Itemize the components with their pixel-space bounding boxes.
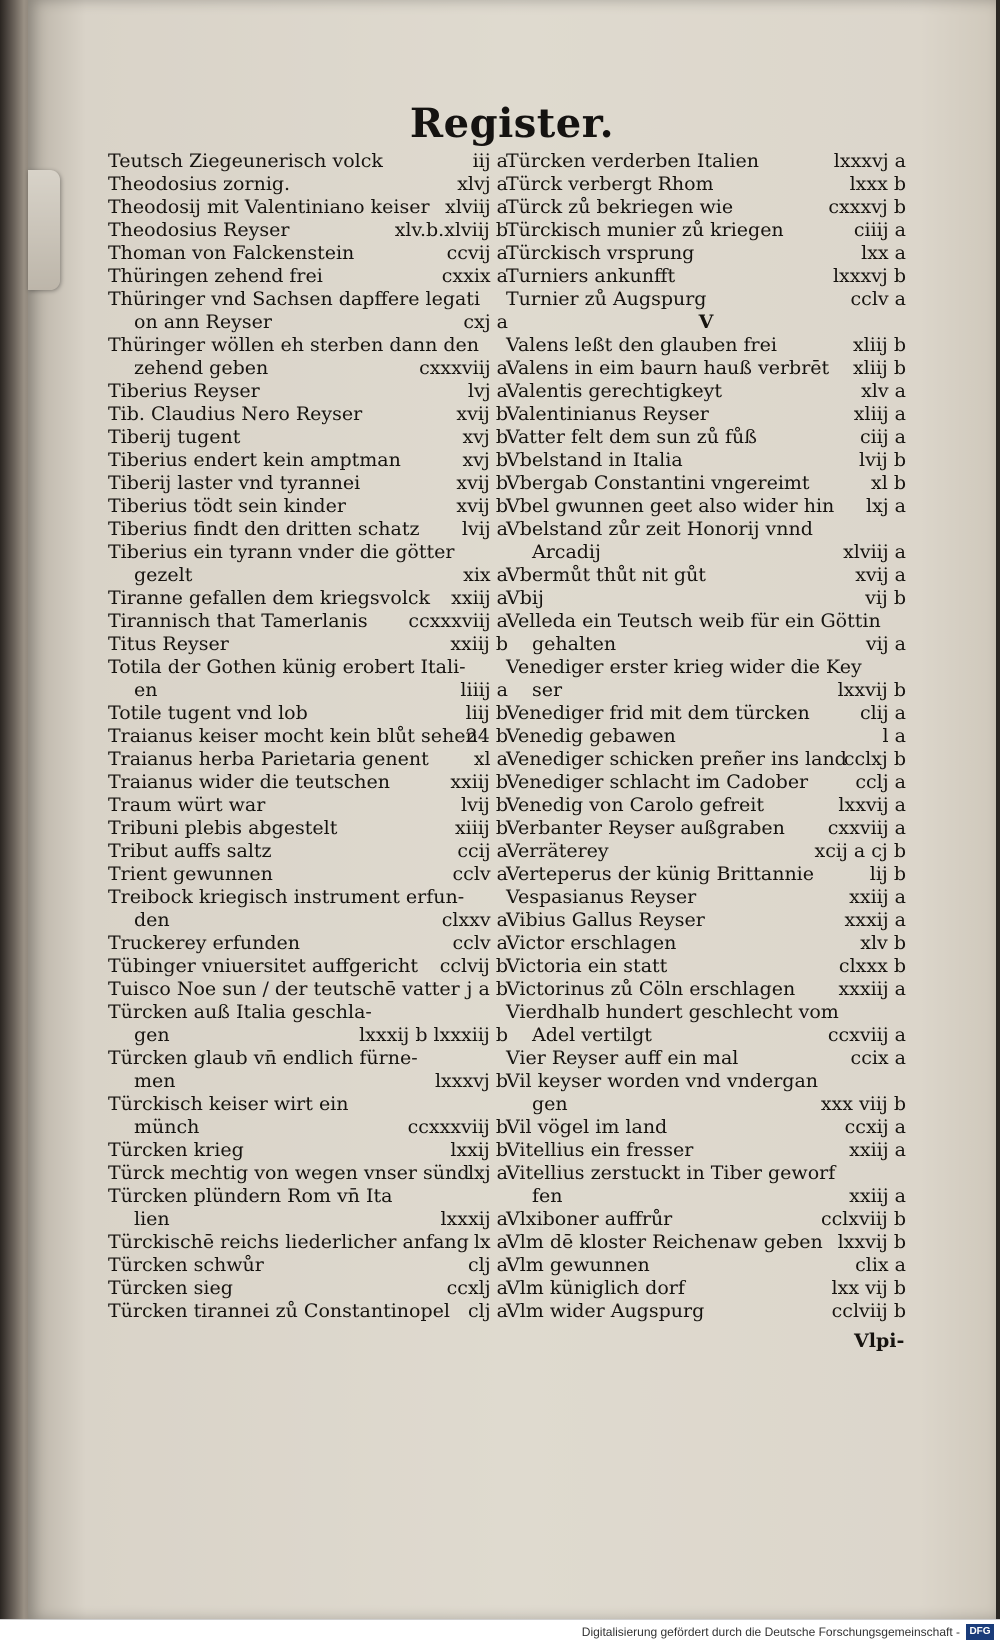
index-entry: [108, 1139, 508, 1162]
entry-folio-ref: cxxix a: [441, 265, 508, 287]
index-entry: [108, 932, 508, 955]
entry-text: Thüringer wöllen eh sterben dann den: [108, 334, 480, 356]
index-entry: [506, 472, 906, 495]
entry-folio-ref: xxiij a: [451, 587, 508, 609]
entry-text: Türckisch munier zů kriegen: [506, 219, 784, 241]
entry-text: Trient gewunnen: [108, 863, 273, 885]
index-entry: [506, 265, 906, 288]
entry-folio-ref: lxxxvj b: [434, 1070, 508, 1092]
entry-text: Vil vögel im land: [506, 1116, 668, 1138]
index-entry: [506, 541, 906, 564]
entry-text: Venedig gebawen: [506, 725, 676, 747]
index-entry: [506, 978, 906, 1001]
index-entry: [506, 610, 906, 633]
entry-folio-ref: vij b: [865, 587, 906, 609]
index-entry: [108, 610, 508, 633]
entry-text: Tribuni plebis abgestelt: [108, 817, 338, 839]
index-entry: [108, 909, 508, 932]
index-entry: [506, 1300, 906, 1323]
entry-folio-ref: xvj b: [462, 449, 508, 471]
entry-text: Victoria ein statt: [506, 955, 668, 977]
index-entry: [506, 1070, 906, 1093]
scanned-page: [28, 0, 996, 1620]
index-entry: [108, 472, 508, 495]
entry-text: Türck verbergt Rhom: [506, 173, 714, 195]
index-entry: [108, 1047, 508, 1070]
entry-text: Vier Reyser auff ein mal: [506, 1047, 739, 1069]
index-entry: [108, 311, 508, 334]
entry-text: Tirannisch that Tamerlanis: [108, 610, 368, 632]
entry-folio-ref: lxxvij b: [837, 679, 906, 701]
entry-text: Tribut auffs saltz: [108, 840, 272, 862]
entry-folio-ref: ciiij a: [853, 219, 906, 241]
entry-folio-ref: j a b: [466, 978, 508, 1000]
entry-folio-ref: lxxxij b lxxxiij b: [359, 1024, 508, 1046]
entry-folio-ref: cclv a: [452, 863, 508, 885]
entry-text: Vbergab Constantini vngereimt: [506, 472, 810, 494]
index-entry: [108, 656, 508, 679]
entry-text: Turniers ankunfft: [506, 265, 676, 287]
entry-folio-ref: ccxlj a: [446, 1277, 508, 1299]
index-entry: [108, 357, 508, 380]
entry-text: Türcken glaub vn̄ endlich fürne-: [108, 1047, 418, 1069]
index-entry: [108, 1001, 508, 1024]
entry-folio-ref: clxxx b: [838, 955, 906, 977]
entry-folio-ref: cclv a: [452, 932, 508, 954]
entry-folio-ref: xlv b: [860, 932, 906, 954]
entry-folio-ref: lvij b: [461, 794, 508, 816]
entry-folio-ref: cxxxviij a: [419, 357, 508, 379]
entry-text: Victorinus zů Cöln erschlagen: [506, 978, 796, 1000]
entry-text: gehalten: [532, 633, 617, 655]
index-entry: [506, 1254, 906, 1277]
entry-text: Tiberij tugent: [108, 426, 241, 448]
entry-text: Venediger erster krieg wider die Key: [506, 656, 862, 678]
index-entry: [108, 518, 508, 541]
entry-text: Vbelstand zůr zeit Honorij vnnd: [506, 518, 813, 540]
entry-text: on ann Reyser: [134, 311, 272, 333]
entry-folio-ref: cclxj b: [843, 748, 906, 770]
index-entry: [506, 357, 906, 380]
entry-folio-ref: xlv a: [861, 380, 906, 402]
index-entry: [506, 587, 906, 610]
index-entry: [506, 863, 906, 886]
entry-text: Valens in eim baurn hauß verbrēt: [506, 357, 830, 379]
entry-folio-ref: lxx a: [861, 242, 906, 264]
index-entry: [108, 1070, 508, 1093]
index-entry: [506, 932, 906, 955]
entry-folio-ref: lij b: [869, 863, 906, 885]
entry-folio-ref: ccix a: [850, 1047, 906, 1069]
entry-folio-ref: xlviij a: [445, 196, 508, 218]
entry-text: Thoman von Falckenstein: [108, 242, 355, 264]
index-entry: [108, 794, 508, 817]
entry-text: Vlxiboner auffrůr: [506, 1208, 673, 1230]
index-entry: [506, 886, 906, 909]
index-entry: [108, 725, 508, 748]
index-entry: [506, 702, 906, 725]
entry-text: Verräterey: [506, 840, 609, 862]
entry-folio-ref: xvij a: [855, 564, 906, 586]
entry-text: Türckisch keiser wirt ein: [108, 1093, 349, 1115]
index-entry: [506, 1162, 906, 1185]
entry-folio-ref: cclvij b: [439, 955, 508, 977]
entry-text: Tuisco Noe sun / der teutschē vatter: [108, 978, 460, 1000]
index-entry: [506, 495, 906, 518]
entry-folio-ref: liij b: [465, 702, 508, 724]
entry-folio-ref: lvj a: [467, 380, 508, 402]
entry-folio-ref: xxx viij b: [820, 1093, 906, 1115]
entry-text: Tiberius tödt sein kinder: [108, 495, 346, 517]
index-entry: [506, 173, 906, 196]
index-entry: [506, 288, 906, 311]
entry-folio-ref: iij a: [472, 150, 508, 172]
index-entry: [108, 403, 508, 426]
index-entry: [108, 1277, 508, 1300]
entry-folio-ref: ccxxxviij b: [407, 1116, 508, 1138]
entry-text: Vitellius ein fresser: [506, 1139, 694, 1161]
index-entry: [108, 886, 508, 909]
index-entry: [108, 1254, 508, 1277]
section-letter-heading: [506, 311, 906, 334]
entry-text: fen: [532, 1185, 563, 1207]
index-entry: [506, 150, 906, 173]
entry-folio-ref: cclviij b: [831, 1300, 906, 1322]
entry-text: Totila der Gothen künig erobert Itali-: [108, 656, 466, 678]
index-entry: [108, 219, 508, 242]
entry-folio-ref: cclj a: [855, 771, 906, 793]
entry-folio-ref: xcij a cj b: [814, 840, 906, 862]
index-entry: [108, 1116, 508, 1139]
entry-folio-ref: lvij a: [461, 518, 508, 540]
index-entry: [108, 679, 508, 702]
entry-text: Venediger schicken preñer ins land: [506, 748, 847, 770]
entry-folio-ref: clij a: [859, 702, 906, 724]
index-entry: [108, 702, 508, 725]
index-entry: [108, 1208, 508, 1231]
index-entry: [108, 817, 508, 840]
index-entry: [506, 1024, 906, 1047]
index-entry: [506, 196, 906, 219]
entry-text: Arcadij: [532, 541, 601, 563]
entry-folio-ref: lxxxij a: [440, 1208, 508, 1230]
entry-text: münch: [134, 1116, 200, 1138]
index-entry: [108, 771, 508, 794]
index-entry: [506, 518, 906, 541]
page-title: Register.: [409, 100, 615, 147]
entry-text: Tübinger vniuersitet auffgericht: [108, 955, 419, 977]
entry-text: Theodosius zornig.: [108, 173, 291, 195]
index-entry: [506, 1093, 906, 1116]
entry-text: Truckerey erfunden: [108, 932, 300, 954]
entry-text: Verbanter Reyser außgraben: [506, 817, 785, 839]
entry-folio-ref: xxiij a: [849, 1185, 906, 1207]
index-entry: [108, 334, 508, 357]
entry-folio-ref: ccxij a: [844, 1116, 906, 1138]
register-column-left: [108, 150, 508, 1323]
index-entry: [506, 817, 906, 840]
index-entry: [506, 449, 906, 472]
entry-text: den: [134, 909, 170, 931]
entry-folio-ref: xxiij a: [849, 886, 906, 908]
entry-text: Venedig von Carolo gefreit: [506, 794, 765, 816]
entry-folio-ref: xiiij b: [454, 817, 508, 839]
index-entry: [506, 426, 906, 449]
entry-text: Türcken krieg: [108, 1139, 244, 1161]
entry-text: Valentinianus Reyser: [506, 403, 709, 425]
entry-folio-ref: xxiij b: [450, 633, 508, 655]
index-entry: [108, 288, 508, 311]
entry-text: Vbij: [506, 587, 544, 609]
page-clasp: [28, 170, 60, 290]
entry-folio-ref: lx a: [473, 1231, 508, 1253]
entry-folio-ref: 24 b: [465, 725, 508, 747]
entry-text: Venediger schlacht im Cadober: [506, 771, 809, 793]
entry-text: Thüringer vnd Sachsen dapffere legati: [108, 288, 481, 310]
entry-folio-ref: xlv.b.xlviij b: [394, 219, 508, 241]
entry-text: zehend geben: [134, 357, 269, 379]
footer-credit: Digitalisierung gefördert durch die Deutsche Forschungsgemeinschaft -: [581, 1625, 960, 1639]
entry-text: Tiberius ein tyrann vnder die götter: [108, 541, 455, 563]
entry-text: Theodosius Reyser: [108, 219, 290, 241]
index-entry: [506, 1001, 906, 1024]
entry-text: Türcken verderben Italien: [506, 150, 760, 172]
entry-text: Tib. Claudius Nero Reyser: [108, 403, 363, 425]
index-entry: [108, 380, 508, 403]
entry-text: Titus Reyser: [108, 633, 229, 655]
index-entry: [108, 1300, 508, 1323]
entry-text: V: [698, 311, 714, 333]
index-entry: [506, 909, 906, 932]
index-entry: [506, 242, 906, 265]
entry-folio-ref: xxxij a: [844, 909, 906, 931]
entry-text: Traum würt war: [108, 794, 266, 816]
entry-folio-ref: xliij a: [853, 403, 906, 425]
entry-folio-ref: lvij b: [859, 449, 906, 471]
entry-folio-ref: xl a: [473, 748, 508, 770]
entry-text: Valens leßt den glauben frei: [506, 334, 777, 356]
index-entry: [506, 656, 906, 679]
entry-text: Vbermůt thůt nit gůt: [506, 564, 706, 586]
entry-text: Türcken plündern Rom vn̄ Ita: [108, 1185, 393, 1207]
index-entry: [506, 679, 906, 702]
entry-text: men: [134, 1070, 176, 1092]
entry-text: Turnier zů Augspurg: [506, 288, 707, 310]
entry-folio-ref: xl b: [871, 472, 906, 494]
entry-text: Traianus keiser mocht kein blůt sehen: [108, 725, 478, 747]
entry-text: gen: [532, 1093, 568, 1115]
entry-folio-ref: xlvj a: [457, 173, 508, 195]
index-entry: [108, 150, 508, 173]
entry-text: Totile tugent vnd lob: [108, 702, 308, 724]
entry-folio-ref: ciij a: [859, 426, 906, 448]
entry-folio-ref: clix a: [855, 1254, 906, 1276]
index-entry: [108, 196, 508, 219]
entry-text: Türck zů bekriegen wie: [506, 196, 734, 218]
entry-folio-ref: xxxiij a: [838, 978, 906, 1000]
index-entry: [506, 840, 906, 863]
index-entry: [108, 978, 508, 1001]
entry-text: Tiberij laster vnd tyrannei: [108, 472, 361, 494]
footer-bar: [0, 1619, 1000, 1645]
entry-folio-ref: vij a: [865, 633, 906, 655]
entry-folio-ref: ccvij a: [446, 242, 508, 264]
entry-text: Valentis gerechtigkeyt: [506, 380, 722, 402]
entry-folio-ref: lxj a: [467, 1162, 508, 1184]
index-entry: [506, 748, 906, 771]
entry-folio-ref: xvij b: [456, 472, 508, 494]
entry-text: Vibius Gallus Reyser: [506, 909, 705, 931]
index-entry: [506, 380, 906, 403]
index-entry: [506, 955, 906, 978]
entry-text: gen: [134, 1024, 170, 1046]
index-entry: [108, 495, 508, 518]
entry-folio-ref: clxxv a: [441, 909, 508, 931]
index-entry: [108, 1024, 508, 1047]
entry-text: Adel vertilgt: [532, 1024, 652, 1046]
index-entry: [108, 840, 508, 863]
entry-folio-ref: lxxxvj a: [833, 150, 906, 172]
entry-text: Vbel gwunnen geet also wider hin: [506, 495, 835, 517]
index-entry: [108, 426, 508, 449]
entry-text: Theodosij mit Valentiniano keiser: [108, 196, 430, 218]
entry-folio-ref: lxj a: [865, 495, 906, 517]
entry-text: Vlm gewunnen: [506, 1254, 650, 1276]
index-entry: [506, 1185, 906, 1208]
entry-text: Venediger frid mit dem türcken: [506, 702, 810, 724]
entry-text: Vitellius zerstuckt in Tiber geworf: [506, 1162, 836, 1184]
entry-folio-ref: lxxij b: [450, 1139, 508, 1161]
entry-text: Traianus wider die teutschen: [108, 771, 391, 793]
entry-text: Velleda ein Teutsch weib für ein Göttin: [506, 610, 881, 632]
entry-folio-ref: xliij b: [852, 334, 906, 356]
entry-folio-ref: lxxxvj b: [832, 265, 906, 287]
entry-text: Vlm küniglich dorf: [506, 1277, 685, 1299]
entry-text: Verteperus der künig Brittannie: [506, 863, 815, 885]
entry-folio-ref: xvj b: [462, 426, 508, 448]
entry-folio-ref: l a: [882, 725, 906, 747]
entry-text: Tiberius endert kein amptman: [108, 449, 401, 471]
entry-folio-ref: cxxxvj b: [828, 196, 906, 218]
entry-text: Vil keyser worden vnd vndergan: [506, 1070, 819, 1092]
entry-folio-ref: ccxviij a: [827, 1024, 906, 1046]
entry-text: Türckisch vrsprung: [506, 242, 695, 264]
index-entry: [506, 403, 906, 426]
entry-folio-ref: ccij a: [457, 840, 508, 862]
index-entry: [506, 771, 906, 794]
entry-folio-ref: xvij b: [456, 403, 508, 425]
entry-text: Türcken schwůr: [108, 1254, 264, 1276]
index-entry: [108, 1231, 508, 1254]
index-entry: [506, 334, 906, 357]
entry-folio-ref: cclxviij b: [820, 1208, 906, 1230]
entry-text: Türck mechtig von wegen vnser sünd: [108, 1162, 470, 1184]
entry-folio-ref: lxx vij b: [831, 1277, 906, 1299]
entry-folio-ref: xxiij a: [849, 1139, 906, 1161]
entry-folio-ref: xlviij a: [843, 541, 906, 563]
entry-text: Türcken auß Italia geschla-: [108, 1001, 372, 1023]
index-entry: [506, 1208, 906, 1231]
entry-folio-ref: xvij b: [456, 495, 508, 517]
index-entry: [108, 1185, 508, 1208]
index-entry: [506, 633, 906, 656]
entry-text: Türckischē reichs liederlicher anfang: [108, 1231, 469, 1253]
entry-text: Vlm dē kloster Reichenaw geben: [506, 1231, 823, 1253]
index-entry: [506, 794, 906, 817]
index-entry: [108, 633, 508, 656]
entry-folio-ref: xxiij b: [450, 771, 508, 793]
index-entry: [108, 587, 508, 610]
index-entry: [108, 863, 508, 886]
entry-folio-ref: ccxxxviij a: [408, 610, 508, 632]
entry-text: Tiranne gefallen dem kriegsvolck: [108, 587, 431, 609]
entry-folio-ref: cxxviij a: [827, 817, 906, 839]
entry-text: en: [134, 679, 158, 701]
entry-text: Traianus herba Parietaria genent: [108, 748, 429, 770]
index-entry: [108, 449, 508, 472]
index-entry: [506, 1231, 906, 1254]
entry-folio-ref: liiij a: [460, 679, 508, 701]
entry-text: Vbelstand in Italia: [506, 449, 683, 471]
index-entry: [506, 725, 906, 748]
entry-folio-ref: lxxx b: [849, 173, 906, 195]
index-entry: [506, 1277, 906, 1300]
entry-text: Teutsch Ziegeunerisch volck: [108, 150, 383, 172]
index-entry: [108, 1162, 508, 1185]
index-entry: [108, 242, 508, 265]
catchword: Vlpi-: [854, 1330, 905, 1352]
entry-folio-ref: cxj a: [463, 311, 508, 333]
dfg-logo: DFG: [966, 1624, 994, 1640]
entry-folio-ref: clj a: [468, 1300, 508, 1322]
entry-text: Vatter felt dem sun zů fůß: [506, 426, 757, 448]
index-entry: [506, 1116, 906, 1139]
register-column-right: [506, 150, 906, 1323]
entry-folio-ref: lxxvij a: [838, 794, 906, 816]
entry-text: Tiberius findt den dritten schatz: [108, 518, 420, 540]
index-entry: [506, 1047, 906, 1070]
index-entry: [108, 173, 508, 196]
entry-text: Tiberius Reyser: [108, 380, 260, 402]
index-entry: [108, 1093, 508, 1116]
entry-folio-ref: xix a: [463, 564, 508, 586]
index-entry: [108, 955, 508, 978]
entry-text: Vierdhalb hundert geschlecht vom: [506, 1001, 839, 1023]
index-entry: [108, 748, 508, 771]
entry-text: Thüringen zehend frei: [108, 265, 323, 287]
entry-folio-ref: lxxvij b: [837, 1231, 906, 1253]
entry-text: lien: [134, 1208, 170, 1230]
index-entry: [506, 1139, 906, 1162]
index-entry: [506, 219, 906, 242]
index-entry: [108, 265, 508, 288]
entry-text: gezelt: [134, 564, 193, 586]
entry-text: Türcken sieg: [108, 1277, 233, 1299]
entry-text: Treibock kriegisch instrument erfun-: [108, 886, 465, 908]
entry-text: Vespasianus Reyser: [506, 886, 697, 908]
entry-folio-ref: clj a: [468, 1254, 508, 1276]
index-entry: [108, 541, 508, 564]
entry-text: Türcken tirannei zů Constantinopel: [108, 1300, 450, 1322]
index-entry: [506, 564, 906, 587]
entry-folio-ref: xliij b: [852, 357, 906, 379]
entry-text: Victor erschlagen: [506, 932, 677, 954]
entry-text: Vlm wider Augspurg: [506, 1300, 705, 1322]
entry-text: ser: [532, 679, 563, 701]
entry-folio-ref: cclv a: [850, 288, 906, 310]
index-entry: [108, 564, 508, 587]
